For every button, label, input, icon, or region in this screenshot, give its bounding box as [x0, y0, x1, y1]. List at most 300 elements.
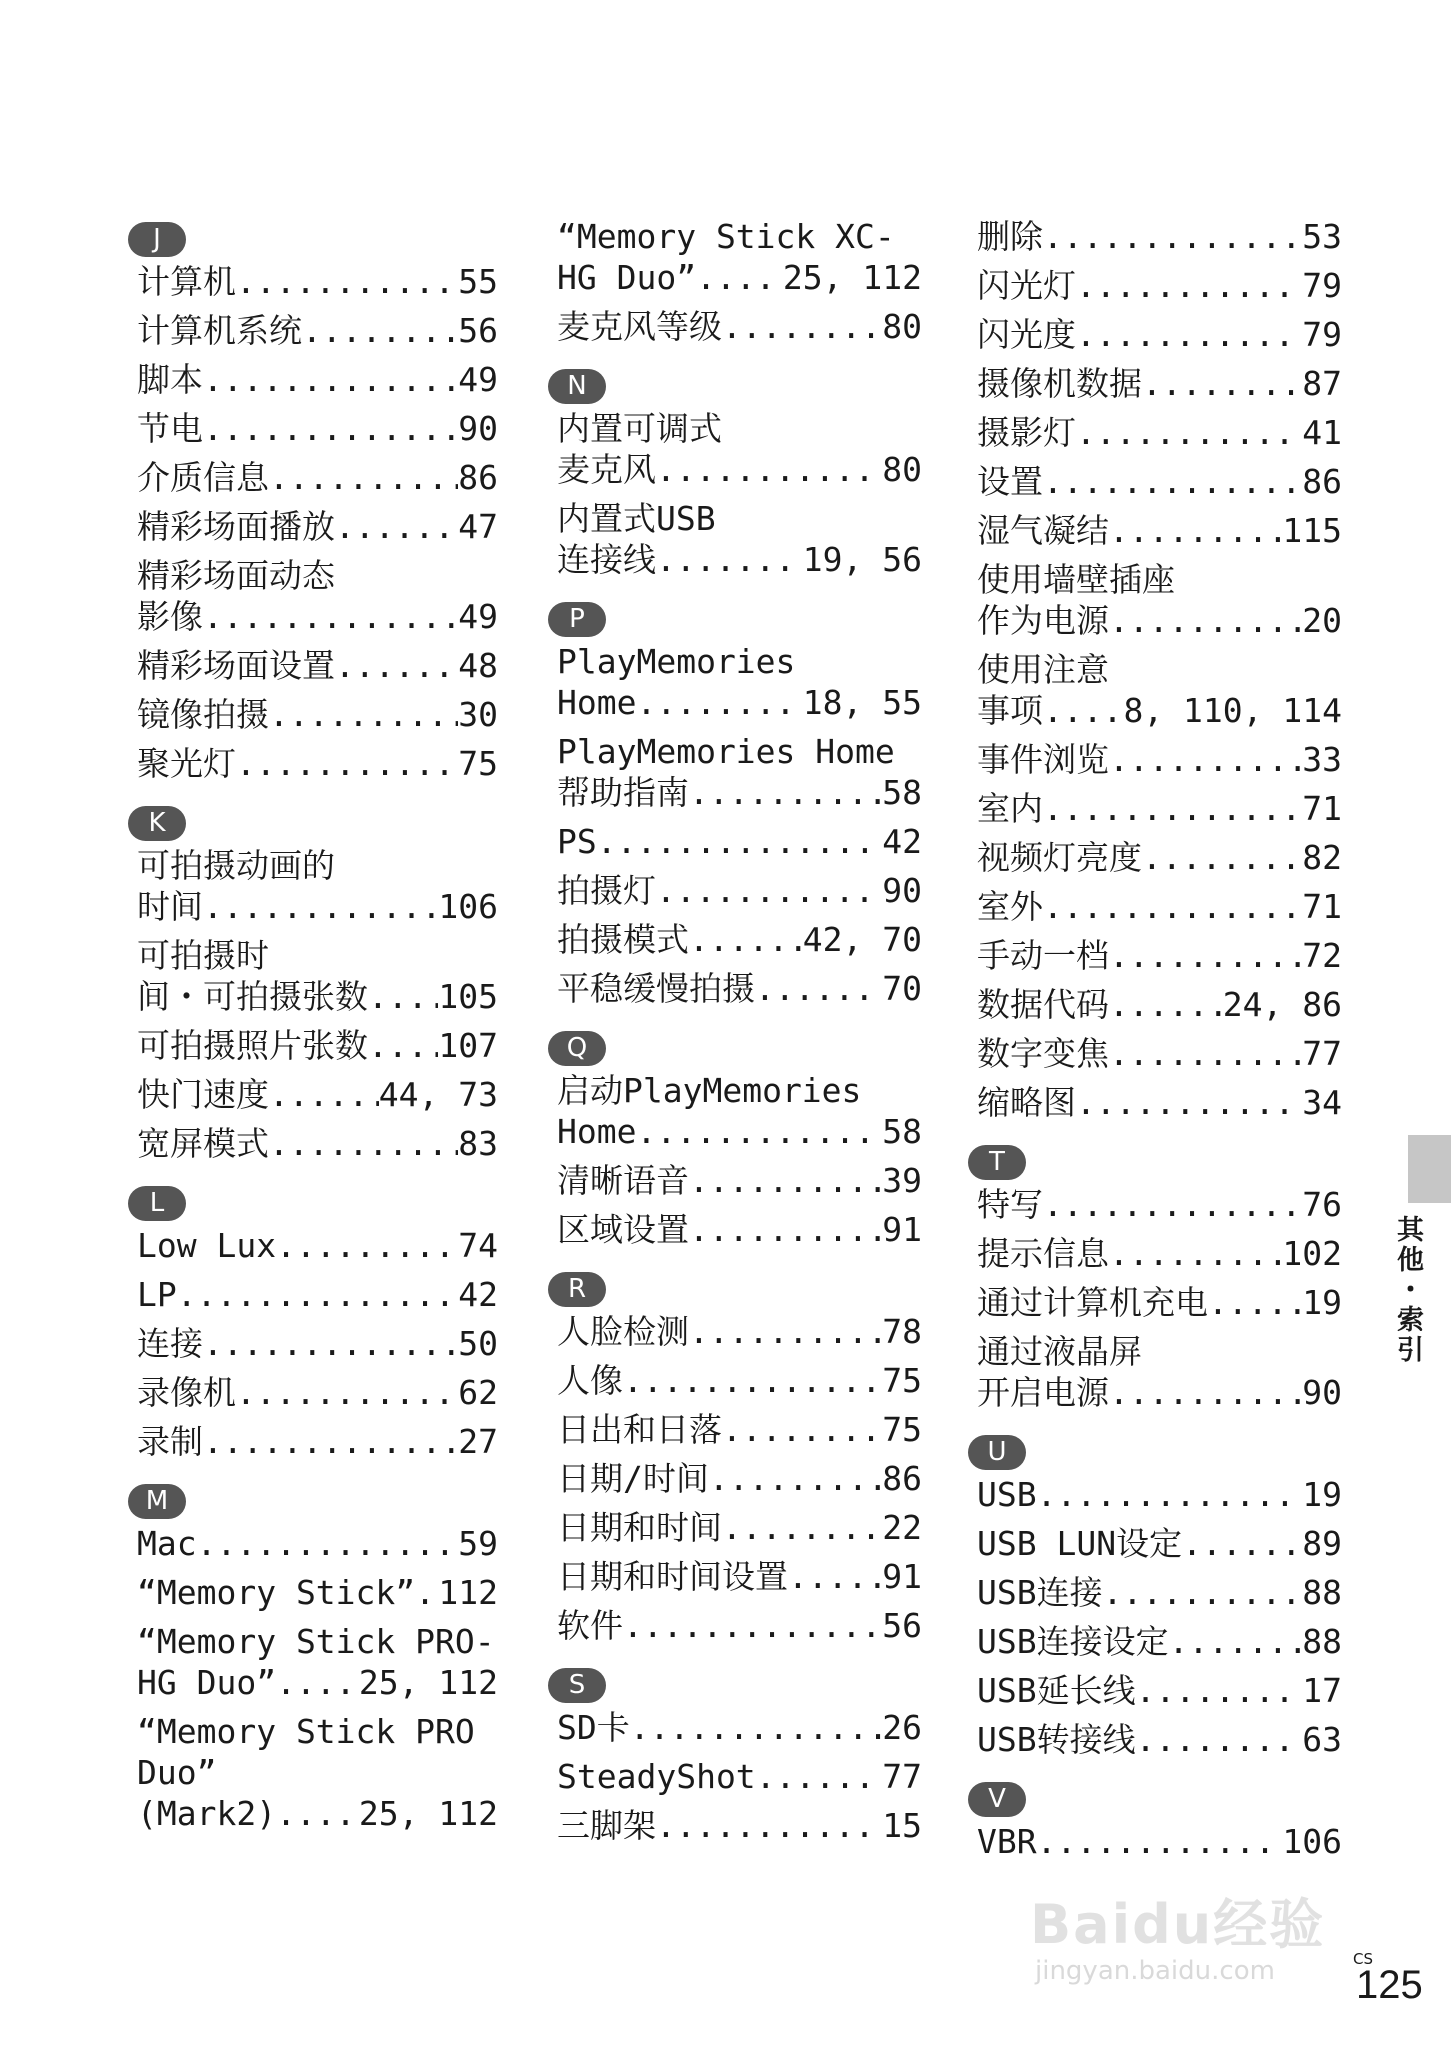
section-letter-badge: Q — [548, 1031, 606, 1066]
index-section — [128, 1484, 498, 1834]
entry-term: 节电 — [137, 409, 203, 448]
entry-page-numbers: 48 — [458, 646, 498, 685]
index-entry — [137, 1621, 498, 1703]
entry-leader-line — [137, 1123, 498, 1164]
entry-term: 事项 — [977, 691, 1043, 730]
index-section — [548, 602, 922, 1009]
entry-term-line: “Memory Stick PRO — [137, 1712, 475, 1751]
dot-leader — [1076, 314, 1302, 355]
entry-term: 帮助指南 — [557, 773, 689, 812]
index-entry — [977, 1621, 1342, 1662]
index-entry — [977, 1523, 1342, 1564]
entry-term-line: PlayMemories Home — [557, 732, 895, 771]
entry-leader-line — [557, 1209, 922, 1250]
entry-term: LP — [137, 1275, 177, 1314]
index-entry — [137, 359, 498, 400]
index-entry — [137, 1123, 498, 1164]
entry-term: 拍摄灯 — [557, 871, 656, 910]
entry-term-line: 启动PlayMemories — [557, 1071, 862, 1110]
index-entry — [557, 1160, 922, 1201]
entry-page-numbers: 20 — [1302, 601, 1342, 640]
entry-leader-line — [977, 363, 1342, 404]
entry-page-numbers: 70 — [882, 969, 922, 1008]
entry-leader-line — [137, 743, 498, 784]
entry-page-numbers: 49 — [458, 597, 498, 636]
entry-leader-line — [557, 1360, 922, 1401]
entry-term: Home — [557, 683, 637, 722]
entry-term: (Mark2) — [137, 1794, 277, 1833]
index-entry — [557, 1605, 922, 1646]
entry-page-numbers: 71 — [1302, 887, 1342, 926]
index-entry — [137, 310, 498, 351]
entry-term-line: “Memory Stick PRO- — [137, 1622, 495, 1661]
entry-page-numbers: 75 — [882, 1410, 922, 1449]
entry-page-numbers: 77 — [882, 1757, 922, 1796]
index-entry — [557, 408, 922, 490]
index-entry — [977, 461, 1342, 502]
entry-leader-line — [557, 257, 922, 298]
entry-page-numbers: 63 — [1302, 1720, 1342, 1759]
dot-leader — [1142, 837, 1302, 878]
index-section — [548, 369, 922, 580]
entry-leader-line — [977, 314, 1342, 355]
entry-page-numbers: 17 — [1302, 1671, 1342, 1710]
entry-leader-line — [557, 1111, 922, 1152]
dot-leader — [1109, 984, 1223, 1025]
index-column-2 — [548, 216, 922, 1846]
entry-page-numbers: 58 — [882, 1112, 922, 1151]
entry-term: USB连接 — [977, 1573, 1103, 1612]
entry-page-numbers: 58 — [882, 773, 922, 812]
entry-leader-line — [137, 261, 498, 302]
entry-page-numbers: 49 — [458, 360, 498, 399]
entry-page-numbers: 41 — [1302, 413, 1342, 452]
entry-term: 删除 — [977, 217, 1043, 256]
dot-leader — [415, 1572, 438, 1613]
index-entry — [137, 408, 498, 449]
entry-term: Mac — [137, 1524, 197, 1563]
entry-page-numbers: 106 — [1282, 1822, 1342, 1861]
section-letter-badge: S — [548, 1668, 606, 1703]
dot-leader — [696, 257, 783, 298]
entry-term: 计算机 — [137, 262, 236, 301]
entry-term: 事件浏览 — [977, 740, 1109, 779]
entry-term: 手动一档 — [977, 936, 1109, 975]
index-entry — [977, 1233, 1342, 1274]
entry-page-numbers: 83 — [458, 1124, 498, 1163]
entry-term: 闪光灯 — [977, 266, 1076, 305]
entry-term: 聚光灯 — [137, 744, 236, 783]
dot-leader — [636, 1111, 882, 1152]
entry-term-line: Duo” — [137, 1753, 217, 1792]
entry-term: 室内 — [977, 789, 1043, 828]
index-entry — [557, 919, 922, 960]
dot-leader — [1136, 1670, 1303, 1711]
entry-page-numbers: 50 — [458, 1324, 498, 1363]
entry-leader-line — [557, 821, 922, 862]
entry-page-numbers: 42 — [458, 1275, 498, 1314]
index-entry — [557, 306, 922, 347]
entry-leader-line — [977, 739, 1342, 780]
dot-leader — [1043, 461, 1302, 502]
index-entry — [977, 935, 1342, 976]
entry-page-numbers: 88 — [1302, 1622, 1342, 1661]
section-letter-badge: R — [548, 1272, 606, 1307]
index-entry — [977, 886, 1342, 927]
entry-term: 介质信息 — [137, 458, 269, 497]
index-entry — [137, 1372, 498, 1413]
entry-page-numbers: 86 — [1302, 462, 1342, 501]
index-entry — [977, 559, 1342, 641]
index-entry — [557, 1707, 922, 1748]
entry-page-numbers: 27 — [458, 1422, 498, 1461]
entry-term: 精彩场面设置 — [137, 646, 335, 685]
entry-term: USB LUN设定 — [977, 1524, 1183, 1563]
entry-page-numbers: 19, 56 — [802, 540, 922, 579]
entry-term-line: 使用注意 — [977, 650, 1109, 689]
entry-leader-line — [557, 1311, 922, 1352]
entry-leader-line — [557, 870, 922, 911]
index-entry — [977, 1670, 1342, 1711]
entry-term: PS — [557, 822, 597, 861]
index-entry — [977, 363, 1342, 404]
entry-page-numbers: 77 — [1302, 1034, 1342, 1073]
entry-term: 麦克风 — [557, 450, 656, 489]
index-section — [968, 1145, 1342, 1413]
section-letter-badge: K — [128, 806, 186, 841]
entry-leader-line — [557, 1556, 922, 1597]
index-entry — [557, 641, 922, 723]
entry-term-line: PlayMemories — [557, 642, 796, 681]
entry-leader-line — [977, 1372, 1342, 1413]
watermark-url: jingyan.baidu.com — [1035, 1956, 1275, 1986]
entry-leader-line — [137, 359, 498, 400]
entry-page-numbers: 56 — [882, 1606, 922, 1645]
dot-leader — [269, 1123, 458, 1164]
dot-leader — [623, 1360, 882, 1401]
entry-page-numbers: 26 — [882, 1708, 922, 1747]
section-side-label: 其他・索引 — [1392, 1215, 1423, 1365]
entry-page-numbers: 78 — [882, 1312, 922, 1351]
dot-leader — [203, 596, 458, 637]
entry-page-numbers: 25, 112 — [358, 1794, 498, 1833]
dot-leader — [1043, 690, 1123, 731]
entry-page-numbers: 80 — [882, 450, 922, 489]
entry-page-numbers: 105 — [438, 977, 498, 1016]
dot-leader — [1109, 1033, 1302, 1074]
dot-leader — [1109, 510, 1282, 551]
dot-leader — [302, 310, 458, 351]
entry-leader-line — [557, 772, 922, 813]
entry-term: 数字变焦 — [977, 1034, 1109, 1073]
dot-leader — [1103, 1572, 1303, 1613]
index-entry — [557, 1360, 922, 1401]
dot-leader — [177, 1274, 459, 1315]
index-entry — [977, 216, 1342, 257]
index-entry — [137, 506, 498, 547]
entry-leader-line — [557, 1707, 922, 1748]
entry-page-numbers: 91 — [882, 1210, 922, 1249]
dot-leader — [203, 408, 458, 449]
entry-page-numbers: 89 — [1302, 1524, 1342, 1563]
entry-page-numbers: 115 — [1282, 511, 1342, 550]
entry-term: 快门速度 — [137, 1075, 269, 1114]
index-entry — [977, 1474, 1342, 1515]
entry-term: 平稳缓慢拍摄 — [557, 969, 755, 1008]
entry-leader-line — [557, 539, 922, 580]
entry-leader-line — [977, 690, 1342, 731]
entry-leader-line — [977, 984, 1342, 1025]
entry-leader-line — [137, 1225, 498, 1266]
entry-leader-line — [977, 1233, 1342, 1274]
index-entry — [557, 968, 922, 1009]
entry-page-numbers: 25, 112 — [358, 1663, 498, 1702]
entry-leader-line — [557, 1409, 922, 1450]
entry-term: SD卡 — [557, 1708, 630, 1747]
entry-leader-line — [557, 1458, 922, 1499]
index-section — [968, 1782, 1342, 1862]
entry-term: 人脸检测 — [557, 1312, 689, 1351]
entry-term: HG Duo” — [137, 1663, 277, 1702]
entry-term: 清晰语音 — [557, 1161, 689, 1200]
dot-leader — [1076, 265, 1302, 306]
index-entry — [137, 1025, 498, 1066]
entry-term: VBR — [977, 1822, 1037, 1861]
index-entry — [137, 743, 498, 784]
entry-term: Home — [557, 1112, 637, 1151]
dot-leader — [1182, 1523, 1302, 1564]
index-entry — [977, 837, 1342, 878]
entry-page-numbers: 75 — [458, 744, 498, 783]
entry-leader-line — [557, 449, 922, 490]
section-letter-badge: N — [548, 369, 606, 404]
entry-page-numbers: 59 — [458, 1524, 498, 1563]
entry-term: 设置 — [977, 462, 1043, 501]
entry-page-numbers: 112 — [438, 1573, 498, 1612]
entry-term: USB转接线 — [977, 1720, 1136, 1759]
index-entry — [137, 1711, 498, 1834]
index-entry — [137, 1274, 498, 1315]
entry-page-numbers: 53 — [1302, 217, 1342, 256]
dot-leader — [656, 539, 803, 580]
entry-term: 拍摄模式 — [557, 920, 689, 959]
entry-page-numbers: 34 — [1302, 1083, 1342, 1122]
dot-leader — [1043, 788, 1302, 829]
entry-leader-line — [137, 1421, 498, 1462]
index-entry — [977, 1033, 1342, 1074]
entry-term: 镜像拍摄 — [137, 695, 269, 734]
index-entry — [977, 739, 1342, 780]
dot-leader — [689, 1160, 882, 1201]
entry-term-line: “Memory Stick XC- — [557, 217, 895, 256]
entry-page-numbers: 71 — [1302, 789, 1342, 828]
entry-leader-line — [977, 461, 1342, 502]
dot-leader — [597, 821, 883, 862]
entry-page-numbers: 55 — [458, 262, 498, 301]
entry-term-line: 使用墙壁插座 — [977, 560, 1175, 599]
entry-term: USB — [977, 1475, 1037, 1514]
index-entry — [977, 984, 1342, 1025]
dot-leader — [203, 886, 438, 927]
entry-term-line: 可拍摄时 — [137, 936, 269, 975]
section-letter-badge: L — [128, 1186, 186, 1221]
entry-term: 数据代码 — [977, 985, 1109, 1024]
entry-leader-line — [137, 694, 498, 735]
entry-page-numbers: 90 — [1302, 1373, 1342, 1412]
entry-page-numbers: 88 — [1302, 1573, 1342, 1612]
index-entry — [977, 1082, 1342, 1123]
index-entry — [977, 1184, 1342, 1225]
entry-leader-line — [977, 510, 1342, 551]
entry-page-numbers: 15 — [882, 1806, 922, 1845]
index-entry — [557, 870, 922, 911]
entry-leader-line — [137, 408, 498, 449]
entry-term: 录制 — [137, 1422, 203, 1461]
entry-term-line: 精彩场面动态 — [137, 556, 335, 595]
entry-page-numbers: 74 — [458, 1226, 498, 1265]
entry-leader-line — [137, 1372, 498, 1413]
dot-leader — [269, 1074, 379, 1115]
entry-leader-line — [977, 1282, 1342, 1323]
index-section — [548, 1668, 922, 1846]
entry-leader-line — [137, 310, 498, 351]
dot-leader — [709, 1458, 882, 1499]
dot-leader — [689, 772, 882, 813]
entry-leader-line — [557, 1605, 922, 1646]
dot-leader — [656, 449, 882, 490]
entry-leader-line — [557, 1805, 922, 1846]
entry-leader-line — [977, 1670, 1342, 1711]
index-section — [548, 216, 922, 347]
index-column-3 — [968, 216, 1342, 1862]
entry-leader-line — [557, 1160, 922, 1201]
dot-leader — [1109, 1372, 1302, 1413]
dot-leader — [269, 457, 458, 498]
language-code: CS — [1353, 1950, 1373, 1968]
entry-page-numbers: 42 — [882, 822, 922, 861]
dot-leader — [1076, 412, 1302, 453]
entry-term: 间・可拍摄张数 — [137, 977, 368, 1016]
entry-term: 视频灯亮度 — [977, 838, 1142, 877]
dot-leader — [722, 306, 882, 347]
entry-page-numbers: 19 — [1302, 1283, 1342, 1322]
dot-leader — [722, 1507, 882, 1548]
entry-term: 摄影灯 — [977, 413, 1076, 452]
entry-term: 日期和时间设置 — [557, 1557, 788, 1596]
dot-leader — [1142, 363, 1302, 404]
entry-page-numbers: 19 — [1302, 1475, 1342, 1514]
index-entry — [557, 731, 922, 813]
entry-leader-line — [137, 1523, 498, 1564]
dot-leader — [236, 261, 458, 302]
index-entry — [557, 821, 922, 862]
entry-leader-line — [977, 788, 1342, 829]
dot-leader — [1109, 739, 1302, 780]
side-tab — [1408, 1135, 1451, 1203]
entry-term: 连接线 — [557, 540, 656, 579]
index-entry — [557, 1556, 922, 1597]
entry-term-line: 内置式USB — [557, 499, 716, 538]
index-entry — [137, 645, 498, 686]
entry-page-numbers: 33 — [1302, 740, 1342, 779]
dot-leader — [689, 1311, 882, 1352]
entry-term: 日期/时间 — [557, 1459, 709, 1498]
entry-term-line: 通过液晶屏 — [977, 1332, 1142, 1371]
index-entry — [977, 510, 1342, 551]
index-section — [128, 222, 498, 784]
entry-leader-line — [977, 1033, 1342, 1074]
entry-term: “Memory Stick” — [137, 1573, 416, 1612]
entry-page-numbers: 56 — [458, 311, 498, 350]
entry-term: 特写 — [977, 1185, 1043, 1224]
section-letter-badge: U — [968, 1435, 1026, 1470]
entry-term: 湿气凝结 — [977, 511, 1109, 550]
entry-page-numbers: 91 — [882, 1557, 922, 1596]
section-letter-badge: M — [128, 1484, 186, 1519]
entry-term: 时间 — [137, 887, 203, 926]
section-letter-badge: T — [968, 1145, 1026, 1180]
dot-leader — [1043, 1184, 1302, 1225]
entry-leader-line — [977, 600, 1342, 641]
index-entry — [557, 1409, 922, 1450]
index-entry — [557, 1756, 922, 1797]
entry-leader-line — [977, 216, 1342, 257]
index-section — [128, 1186, 498, 1462]
entry-term: 录像机 — [137, 1373, 236, 1412]
dot-leader — [203, 1421, 458, 1462]
entry-page-numbers: 90 — [882, 871, 922, 910]
entry-term: 提示信息 — [977, 1234, 1109, 1273]
entry-leader-line — [977, 1082, 1342, 1123]
entry-leader-line — [137, 1793, 498, 1834]
dot-leader — [689, 919, 803, 960]
index-entry — [977, 1572, 1342, 1613]
entry-page-numbers: 24, 86 — [1222, 985, 1342, 1024]
entry-page-numbers: 86 — [882, 1459, 922, 1498]
dot-leader — [630, 1707, 883, 1748]
index-entry — [557, 216, 922, 298]
dot-leader — [276, 1225, 458, 1266]
dot-leader — [236, 1372, 458, 1413]
entry-page-numbers: 44, 73 — [378, 1075, 498, 1114]
entry-term: 麦克风等级 — [557, 307, 722, 346]
entry-leader-line — [977, 1719, 1342, 1760]
dot-leader — [656, 1805, 882, 1846]
entry-leader-line — [557, 682, 922, 723]
index-entry — [977, 265, 1342, 306]
entry-page-numbers: 22 — [882, 1508, 922, 1547]
dot-leader — [276, 1793, 359, 1834]
index-entry — [137, 1523, 498, 1564]
entry-leader-line — [977, 1474, 1342, 1515]
dot-leader — [636, 682, 802, 723]
entry-page-numbers: 90 — [458, 409, 498, 448]
section-letter-badge: J — [128, 222, 186, 257]
entry-term: 开启电源 — [977, 1373, 1109, 1412]
section-letter-badge: V — [968, 1782, 1026, 1817]
dot-leader — [1043, 216, 1302, 257]
entry-term: 区域设置 — [557, 1210, 689, 1249]
entry-leader-line — [977, 935, 1342, 976]
entry-page-numbers: 86 — [458, 458, 498, 497]
entry-leader-line — [977, 1572, 1342, 1613]
index-entry — [977, 1282, 1342, 1323]
entry-term: SteadyShot — [557, 1757, 756, 1796]
dot-leader — [236, 743, 458, 784]
dot-leader — [689, 1209, 882, 1250]
index-entry — [557, 1311, 922, 1352]
entry-term: Low Lux — [137, 1226, 277, 1265]
